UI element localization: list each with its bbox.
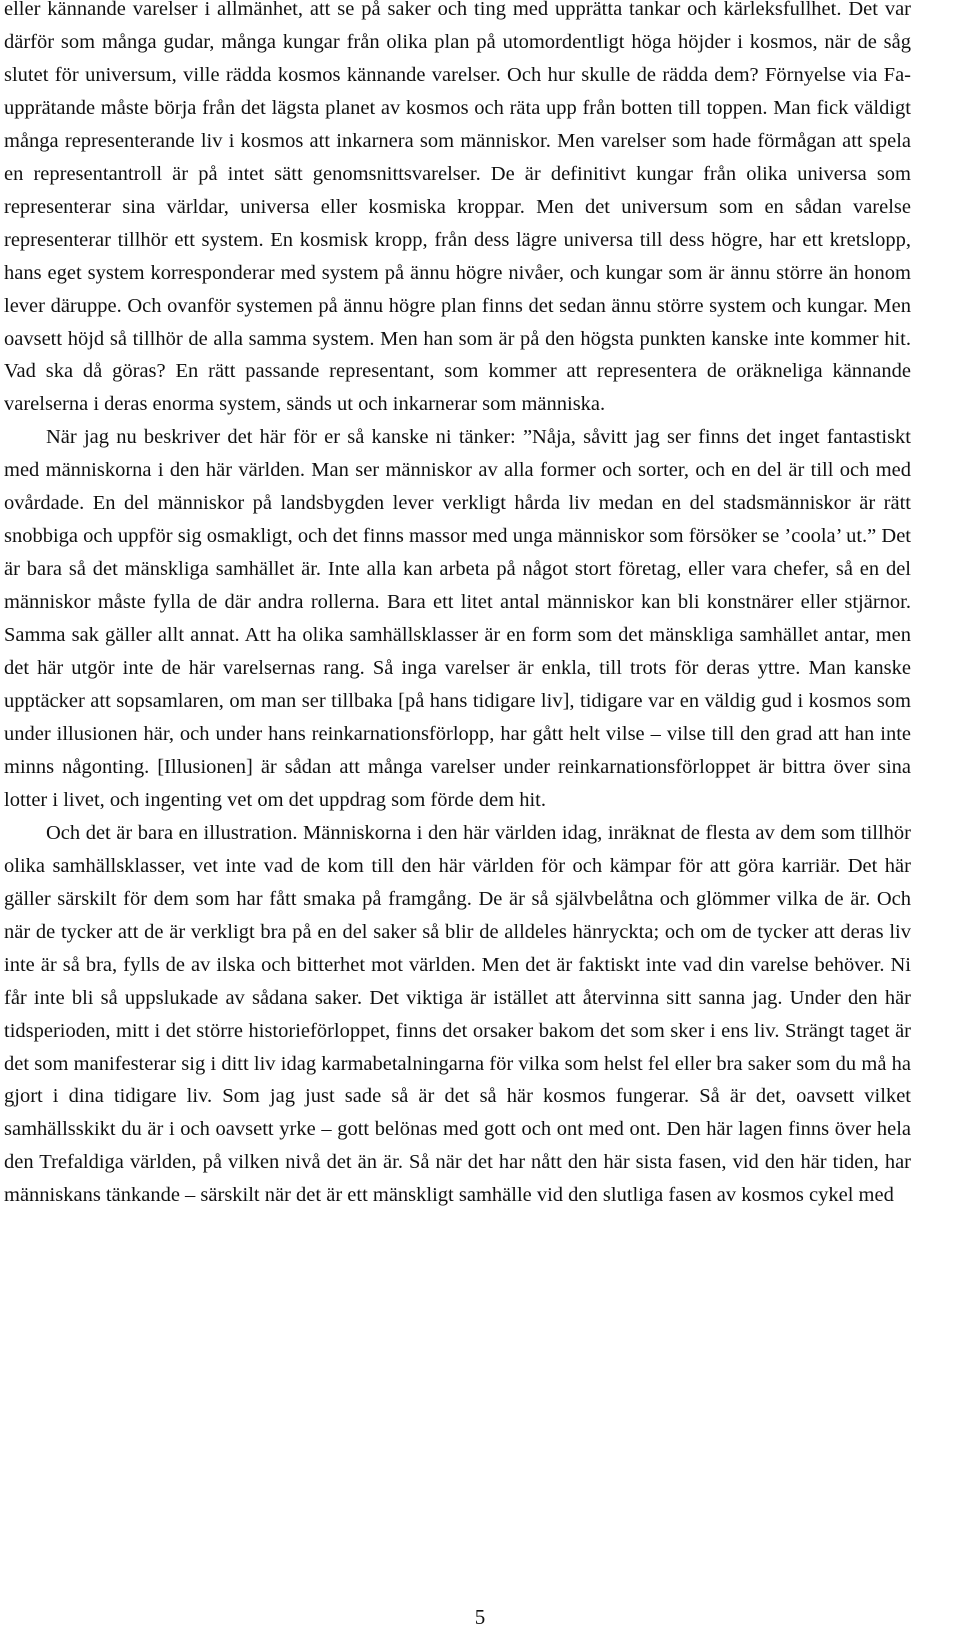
paragraph-2: När jag nu beskriver det här för er så kanske ni tänker: ”Nåja, såvitt jag ser finns det inget fantastiskt med människorna i den här världen. Man ser människor av alla former och sorter, och en del är till och med ovårdade. En del människor på landsbygden lever verkligt hårda liv medan en del stadsmänniskor är rätt snobbiga och uppför sig osmakligt, och det finns massor med unga människor som försöker se ’coola’ ut.” Det är bara så det mänskliga samhället är. Inte alla kan arbeta på något stort företag, eller vara chefer, så en del människor måste fylla de där andra rollerna. Bara ett litet antal människor kan bli konstnärer eller stjärnor. Samma sak gäller allt annat. Att ha olika samhällsklasser är en form som det mänskliga samhället antar, men det här utgör inte de här varelsernas rang. Så inga varelser är enkla, till trots för deras yttre. Man kanske upptäcker att sopsamlaren, om man ser tillbaka [på hans tidigare liv], tidigare var en väldig gud i kosmos som under illusionen här, och under hans reinkarnationsförlopp, har gått helt vilse – vilse till den grad att han inte minns någonting. [Illusionen] är sådan att många varelser under reinkarnationsförloppet är bittra över sina lotter i livet, och ingenting vet om det uppdrag som förde dem hit. (4, 426, 911, 811)
page-number: 5 (474, 1605, 486, 1629)
paragraph-1: eller kännande varelser i allmänhet, att se på saker och ting med upprätta tankar och kärleksfullhet. Det var därför som många gudar, många kungar från olika plan på utomordentligt höga höjder i kosmos, när de såg slutet för universum, ville rädda kosmos kännande varelser. Och hur skulle de rädda dem? Förnyelse via Fa-upprätande måste börja från det lägsta planet av kosmos och räta upp från botten till toppen. Man fick väldigt många representerande liv i kosmos att inkarnera som människor. Men varelser som hade förmågan att spela en representantroll är på intet sätt genomsnittsvarelser. De är definitivt kungar från olika universa som representerar sina världar, universa eller kosmiska kroppar. Men det universum som en sådan varelse representerar tillhör ett system. En kosmisk kropp, från dess lägre universa till dess högre, har ett kretslopp, hans eget system korresponderar med system på ännu högre nivåer, och kungar som är ännu större än honom lever däruppe. Och ovanför systemen på ännu högre plan finns det sedan ännu större system och kungar. Men oavsett höjd så tillhör de alla samma system. Men han som är på den högsta punkten kanske inte kommer hit. Vad ska då göras? En rätt passande representant, som kommer att representera de oräkneliga kännande varelserna i deras enorma system, sänds ut och inkarnerar som människa. (4, 0, 911, 416)
paragraph-3: Och det är bara en illustration. Människorna i den här världen idag, inräknat de flesta av dem som tillhör olika samhällsklasser, vet inte vad de kom till den här världen för och kämpar för att göra karriär. Det här gäller särskilt för dem som har fått smaka på framgång. De är så självbelåtna och glömmer vilka de är. Och när de tycker att de är verkligt bra på en del saker så blir de alldeles hänryckta; och om de tycker att deras liv inte är så bra, fylls de av ilska och bitterhet mot världen. Men det är faktiskt inte vad din varelse behöver. Ni får inte bli så uppslukade av sådana saker. Det viktiga är istället att återvinna sitt sanna jag. Under den här tidsperioden, mitt i det större historieförloppet, finns det orsaker bakom det som sker i ens liv. Strängt taget är det som manifesterar sig i ditt liv idag karmabetalningarna för vilka som helst fel eller bra saker som du må ha gjort i dina tidigare liv. Som jag just sade så är det så här kosmos fungerar. Så är det, oavsett vilket samhällsskikt du är i och oavsett yrke – gott belönas med gott och ont med ont. Den här lagen finns över hela den Trefaldiga världen, på vilken nivå det än är. Så när det har nått den här sista fasen, vid den här tiden, har människans tänkande – särskilt när det är ett mänskligt samhälle vid den slutliga fasen av kosmos cykel med (4, 821, 911, 1207)
body-text (4, 0, 911, 1212)
